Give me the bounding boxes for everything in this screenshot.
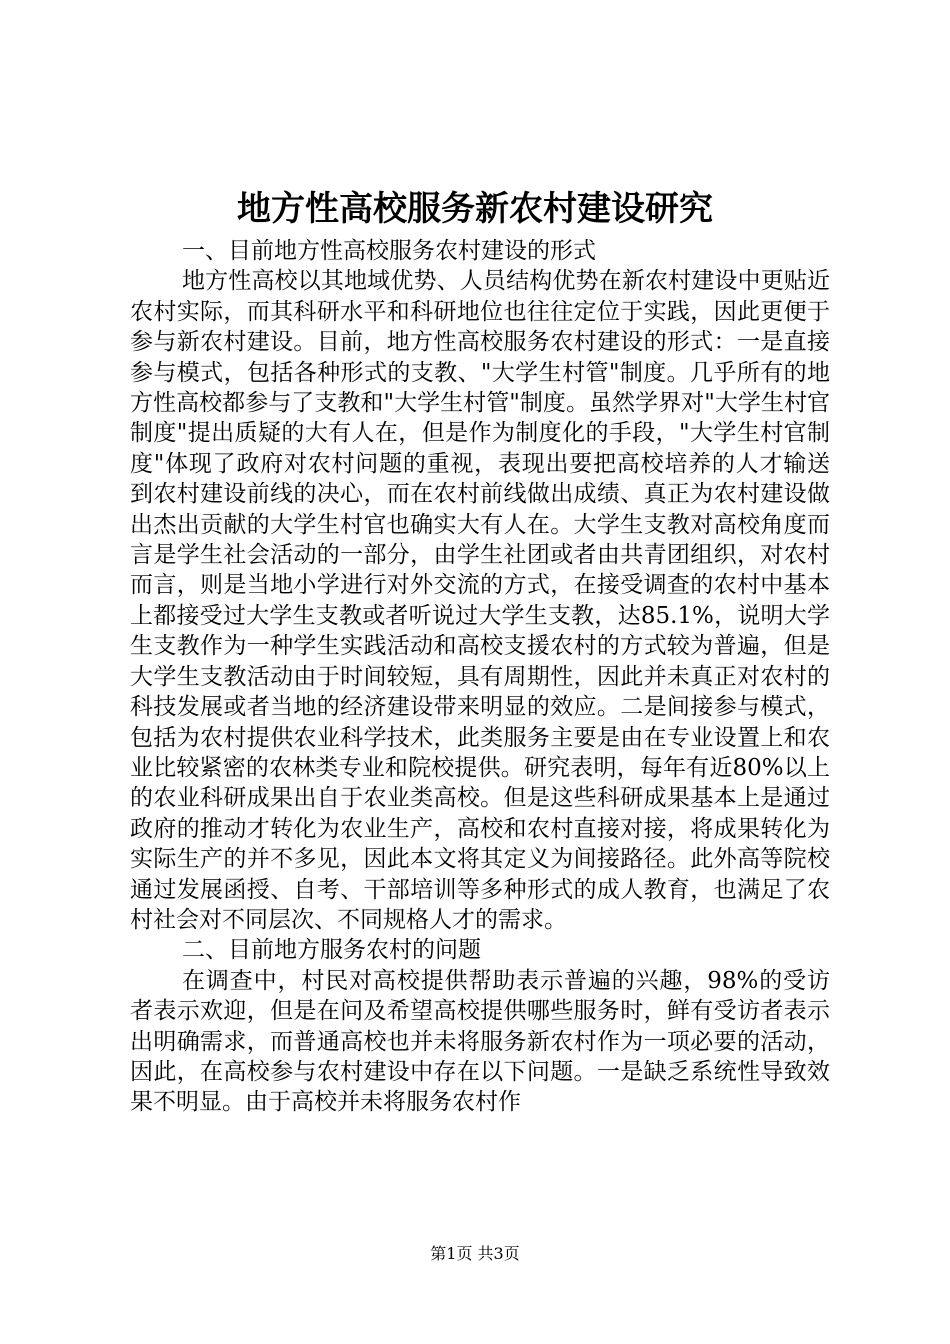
document-body	[130, 236, 830, 1118]
document-title: 地方性高校服务新农村建设研究	[237, 189, 713, 229]
section-heading-1: 一、目前地方性高校服务农村建设的形式	[182, 238, 596, 264]
paragraph-1: 地方性高校以其地域优势、人员结构优势在新农村建设中更贴近农村实际，而其科研水平和科研地位也往往定位于实践，因此更便于参与新农村建设。目前，地方性高校服务农村建设的形式：一是直接参与模式，包括各种形式的支教、"大学生村管"制度。几乎所有的地方性高校都参与了支教和"大学生村管"制度。虽然学界对"大学生村官制度"提出质疑的大有人在，但是作为制度化的手段，"大学生村官制度"体现了政府对农村问题的重视，表现出要把高校培养的人才输送到农村建设前线的决心，而在农村前线做出成绩、真正为农村建设做出杰出贡献的大学生村官也确实大有人在。大学生支教对高校角度而言是学生社会活动的一部分，由学生社团或者由共青团组织，对农村而言，则是当地小学进行对外交流的方式，在接受调查的农村中基本上都接受过大学生支教或者听说过大学生支教，达85.1%，说明大学生支教作为一种学生实践活动和高校支援农村的方式较为普遍，但是大学生支教活动由于时间较短，具有周期性，因此并未真正对农村的科技发展或者当地的经济建设带来明显的效应。二是间接参与模式，包括为农村提供农业科学技术，此类服务主要是由在专业设置上和农业比较紧密的农林类专业和院校提供。研究表明，每年有近80%以上的农业科研成果出自于农业类高校。但是这些科研成果基本上是通过政府的推动才转化为农业生产，高校和农村直接对接，将成果转化为实际生产的并不多见，因此本文将其定义为间接路径。此外高等院校通过发展函授、自考、干部培训等多种形式的成人教育，也满足了农村社会对不同层次、不同规格人才的需求。	[130, 268, 830, 933]
page-number-footer: 第1页 共3页	[430, 1244, 520, 1263]
section-heading-2: 二、目前地方服务农村的问题	[182, 937, 481, 964]
paragraph-2: 在调查中，村民对高校提供帮助表示普遍的兴趣，98%的受访者表示欢迎，但是在问及希望高校提供哪些服务时，鲜有受访者表示出明确需求，而普通高校也并未将服务新农村作为一项必要的活动，因此，在高校参与农村建设中存在以下问题。一是缺乏系统性导致效果不明显。由于高校并未将服务农村作	[130, 967, 830, 1116]
